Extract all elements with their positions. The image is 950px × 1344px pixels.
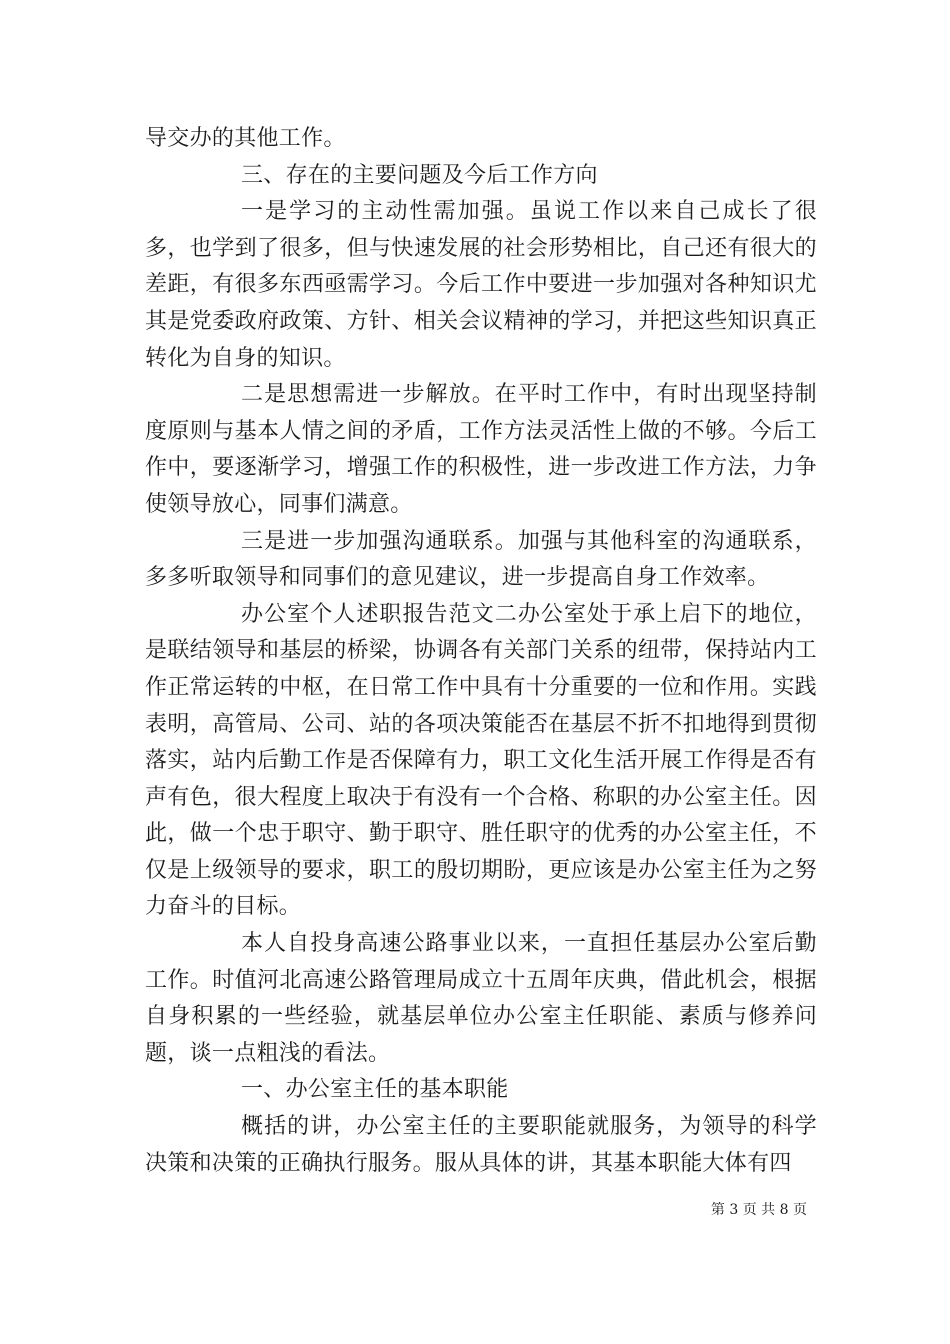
paragraph-communication: 三是进一步加强沟通联系。加强与其他科室的沟通联系，多多听取领导和同事们的意见建议，进一步提高自身工作效率。	[145, 528, 817, 591]
section-heading-problems: 三、存在的主要问题及今后工作方向	[241, 162, 598, 188]
section-heading-functions: 一、办公室主任的基本职能	[241, 1077, 509, 1103]
paragraph-functions-summary: 概括的讲，办公室主任的主要职能就服务，为领导的科学决策和决策的正确执行服务。服从具体的讲，其基本职能大体有四	[145, 1114, 817, 1176]
paragraph-thinking: 二是思想需进一步解放。在平时工作中，有时出现坚持制度原则与基本人情之间的矛盾，工作方法灵活性上做的不够。今后工作中，要逐渐学习，增强工作的积极性，进一步改进工作方法，力争使领导放心，同事们满意。	[145, 382, 817, 517]
paragraph-continuation: 导交办的其他工作。	[145, 126, 346, 151]
paragraph-office-role: 办公室个人述职报告范文二办公室处于承上启下的地位，是联结领导和基层的桥梁，协调各有关部门关系的纽带，保持站内工作正常运转的中枢，在日常工作中具有十分重要的一位和作用。实践表明，高管局、公司、站的各项决策能否在基层不折不扣地得到贯彻落实，站内后勤工作是否保障有力，职工文化生活开展工作得是否有声有色，很大程度上取决于有没有一个合格、称职的办公室主任。因此，做一个忠于职守、勤于职守、胜任职守的优秀的办公室主任，不仅是上级领导的要求，职工的殷切期盼，更应该是办公室主任为之努力奋斗的目标。	[145, 601, 817, 920]
page-number-footer: 第 3 页 共 8 页	[710, 1202, 807, 1218]
paragraph-learning: 一是学习的主动性需加强。虽说工作以来自己成长了很多，也学到了很多，但与快速发展的社会形势相比，自己还有很大的差距，有很多东西亟需学习。今后工作中要进一步加强对各种知识尤其是党委政府政策、方针、相关会议精神的学习，并把这些知识真正转化为自身的知识。	[145, 199, 817, 371]
document-body	[145, 121, 817, 1182]
paragraph-personal-experience: 本人自投身高速公路事业以来，一直担任基层办公室后勤工作。时值河北高速公路管理局成立十五周年庆典，借此机会，根据自身积累的一些经验，就基层单位办公室主任职能、素质与修养问题，谈一点粗浅的看法。	[145, 931, 817, 1066]
